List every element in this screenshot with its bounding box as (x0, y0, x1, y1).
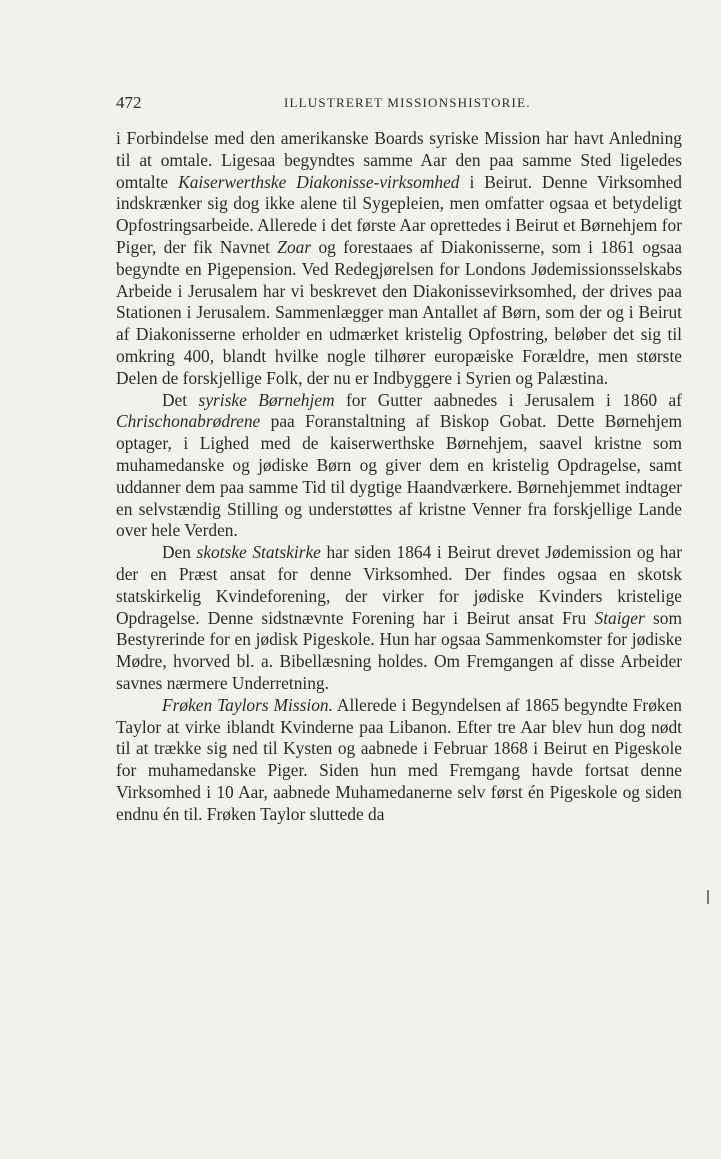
paragraph-scottish-church (116, 542, 682, 695)
paragraph-syrian-orphanage (116, 390, 682, 543)
page-number: 472 (116, 93, 142, 112)
text-run: Det (162, 389, 199, 410)
paragraph-kaiserwerth (116, 128, 682, 390)
body-text (116, 128, 682, 826)
italic-term: Zoar (277, 236, 312, 257)
text-run: Den (162, 542, 197, 563)
text-run: i Forbindelse med den amerikanske Boards syriske Mission har havt Anledning til at omtale. Ligesaa begyndtes samme Aar den paa samme Sted ligeledes omtalte (116, 128, 682, 192)
paragraph-miss-taylor (116, 695, 682, 826)
scan-edge-mark (707, 890, 709, 904)
italic-term: skotske Statskirke (196, 542, 321, 563)
text-run: og forestaaes af Diakonisserne, som i 1861 ogsaa begyndte en Pigepension. Ved Redegjørelsen for Londons Jødemissionsselskabs Arbeide i Jerusalem har vi beskrevet den Diakonissevirksomhed, der drives paa Stationen i Jerusalem. Sammenlægger man Antallet af Børn, som der og i Beirut af Diakonisserne erholder en udmærket kristelig Opfostring, beløber det sig til omkring 400, blandt hvilke nogle tilhører europæiske Forældre, men største Delen de forskjellige Folk, der nu er Indbyggere i Syrien og Palæstina. (116, 236, 682, 388)
running-head: ILLUSTRERET MISSIONSHISTORIE. (284, 95, 531, 110)
text-run: har siden 1864 i Beirut drevet Jødemission og har der en Præst ansat for denne Virksomhed. Der findes ogsaa en skotsk statskirkelig Kvindeforening, der virker for jødiske Kvinders kristelige Opdragelse. Denne sidstnævnte Forening har i Beirut ansat Fru (116, 542, 682, 628)
text-run: paa Foranstaltning af Biskop Gobat. Dette Børnehjem optager, i Lighed med de kaiserwerthske Børnehjem, saavel kristne som muhamedanske og jødiske Børn og giver dem en kristelig Opdragelse, samt uddanner dem paa samme Tid til dygtige Haandværkere. Børnehjemmet indtager en selvstændig Stilling og understøttes af kristne Venner fra forskjellige Lande over hele Verden. (116, 411, 682, 541)
text-run: Allerede i Begyndelsen af 1865 begyndte Frøken Taylor at virke iblandt Kvinderne paa Libanon. Efter tre Aar blev hun dog nødt til at trække sig ned til Kysten og aabnede i Februar 1868 i Beirut en Pigeskole for muhamedanske Piger. Siden hun med Fremgang havde fortsat denne Virksomhed i 10 Aar, aabnede Muhamedanerne selv først én Pigeskole og siden endnu én til. Frøken Taylor sluttede da (116, 694, 683, 824)
italic-term: syriske Børnehjem (198, 389, 335, 410)
italic-term: Frøken Taylors Mission. (162, 694, 333, 715)
text-run: som Bestyrerinde for en jødisk Pigeskole. Hun har ogsaa Sammenkomster for jødiske Mødre, hvorved bl. a. Bibellæsning holdes. Om Fremgangen af disse Arbeider savnes nærmere Underretning. (116, 607, 682, 693)
text-run: for Gutter aabnedes i Jerusalem i 1860 af (334, 389, 682, 410)
italic-term: Kaiserwerthske Diakonisse-virksomhed (178, 171, 460, 192)
italic-term: Chrischonabrødrene (116, 411, 261, 432)
text-run: i Beirut. Denne Virksomhed indskrænker sig dog ikke alene til Sygepleien, men omfatter ogsaa et betydeligt Opfostringsarbeide. Allerede i det første Aar oprettedes i Beirut et Børnehjem for Piger, der fik Navnet (116, 171, 682, 257)
italic-term: Staiger (594, 607, 645, 628)
page-header (116, 93, 682, 117)
